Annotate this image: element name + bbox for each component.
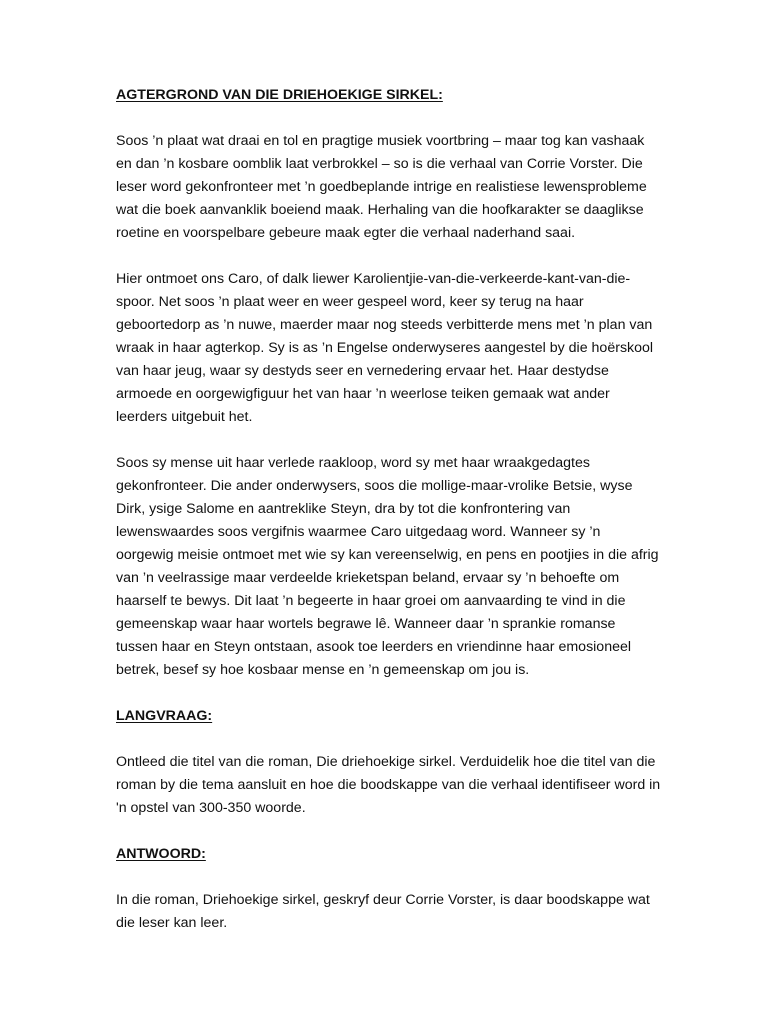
intro-paragraph: Soos ’n plaat wat draai en tol en pragtige musiek voortbring – maar tog kan vashaak en dan ’n kosbare oomblik laat verbrokkel – so is die verhaal van Corrie Vorster. Die leser word gekonfronteer met ’n goedbeplande intrige en realistiese lewensprobleme wat die boek aanvanklik boeiend maak. Herhaling van die hoofkarakter se daaglikse roetine en voorspelbare gebeure maak egter die verhaal naderhand saai. [116,133,647,241]
spacer [116,107,661,130]
answer-paragraph: In die roman, Driehoekige sirkel, geskryf deur Corrie Vorster, is daar boodskappe wat die leser kan leer. [116,892,650,931]
spacer [116,866,661,889]
spacer [116,429,661,452]
spacer [116,245,661,268]
caro-paragraph: Hier ontmoet ons Caro, of dalk liewer Karolientjie-van-die-verkeerde-kant-van-die-spoor. Net soos ’n plaat weer en weer gespeel word, keer sy terug na haar geboortedorp as ’n nuwe, maerder maar nog steeds verbitterde mens met ’n plan van wraak in haar agterkop. Sy is as ’n Engelse onderwyseres aangestel by die hoërskool van haar jeug, waar sy destyds seer en vernedering ervaar het. Haar destydse armoede en oorgewigfiguur het van haar ’n weerlose teiken gemaak wat ander leerders uitgebuit het. [116,271,654,425]
spacer [116,682,661,705]
answer-heading: ANTWOORD: [116,846,206,862]
spacer [116,728,661,751]
spacer [116,820,661,843]
background-heading: AGTERGROND VAN DIE DRIEHOEKIGE SIRKEL: [116,87,443,103]
confrontation-paragraph: Soos sy mense uit haar verlede raakloop, word sy met haar wraakgedagtes gekonfronteer. Die ander onderwysers, soos die mollige-maar-vrolike Betsie, wyse Dirk, ysige Salome en aantreklike Steyn, dra by tot die konfrontering van lewenswaardes soos vergifnis waarmee Caro uitgedaag word. Wanneer sy ’n oorgewig meisie ontmoet met wie sy kan vereenselwig, en pens en pootjies in die afrig van ’n veelrassige maar verdeelde krieketspan beland, ervaar sy ’n behoefte om haarself te bewys. Dit laat ’n begeerte in haar groei om aanvaarding te vind in die gemeenskap waar haar wortels begrawe lê. Wanneer daar ’n sprankie romanse tussen haar en Steyn ontstaan, asook toe leerders en vriendinne haar emosioneel betrek, besef sy hoe kosbaar mense en ’n gemeenskap om jou is. [116,455,659,678]
question-paragraph: Ontleed die titel van die roman, Die driehoekige sirkel. Verduidelik hoe die titel van die roman by die tema aansluit en hoe die boodskappe van die verhaal identifiseer word in 'n opstel van 300-350 woorde. [116,754,661,816]
document-page [116,84,661,935]
question-heading: LANGVRAAG: [116,708,213,724]
